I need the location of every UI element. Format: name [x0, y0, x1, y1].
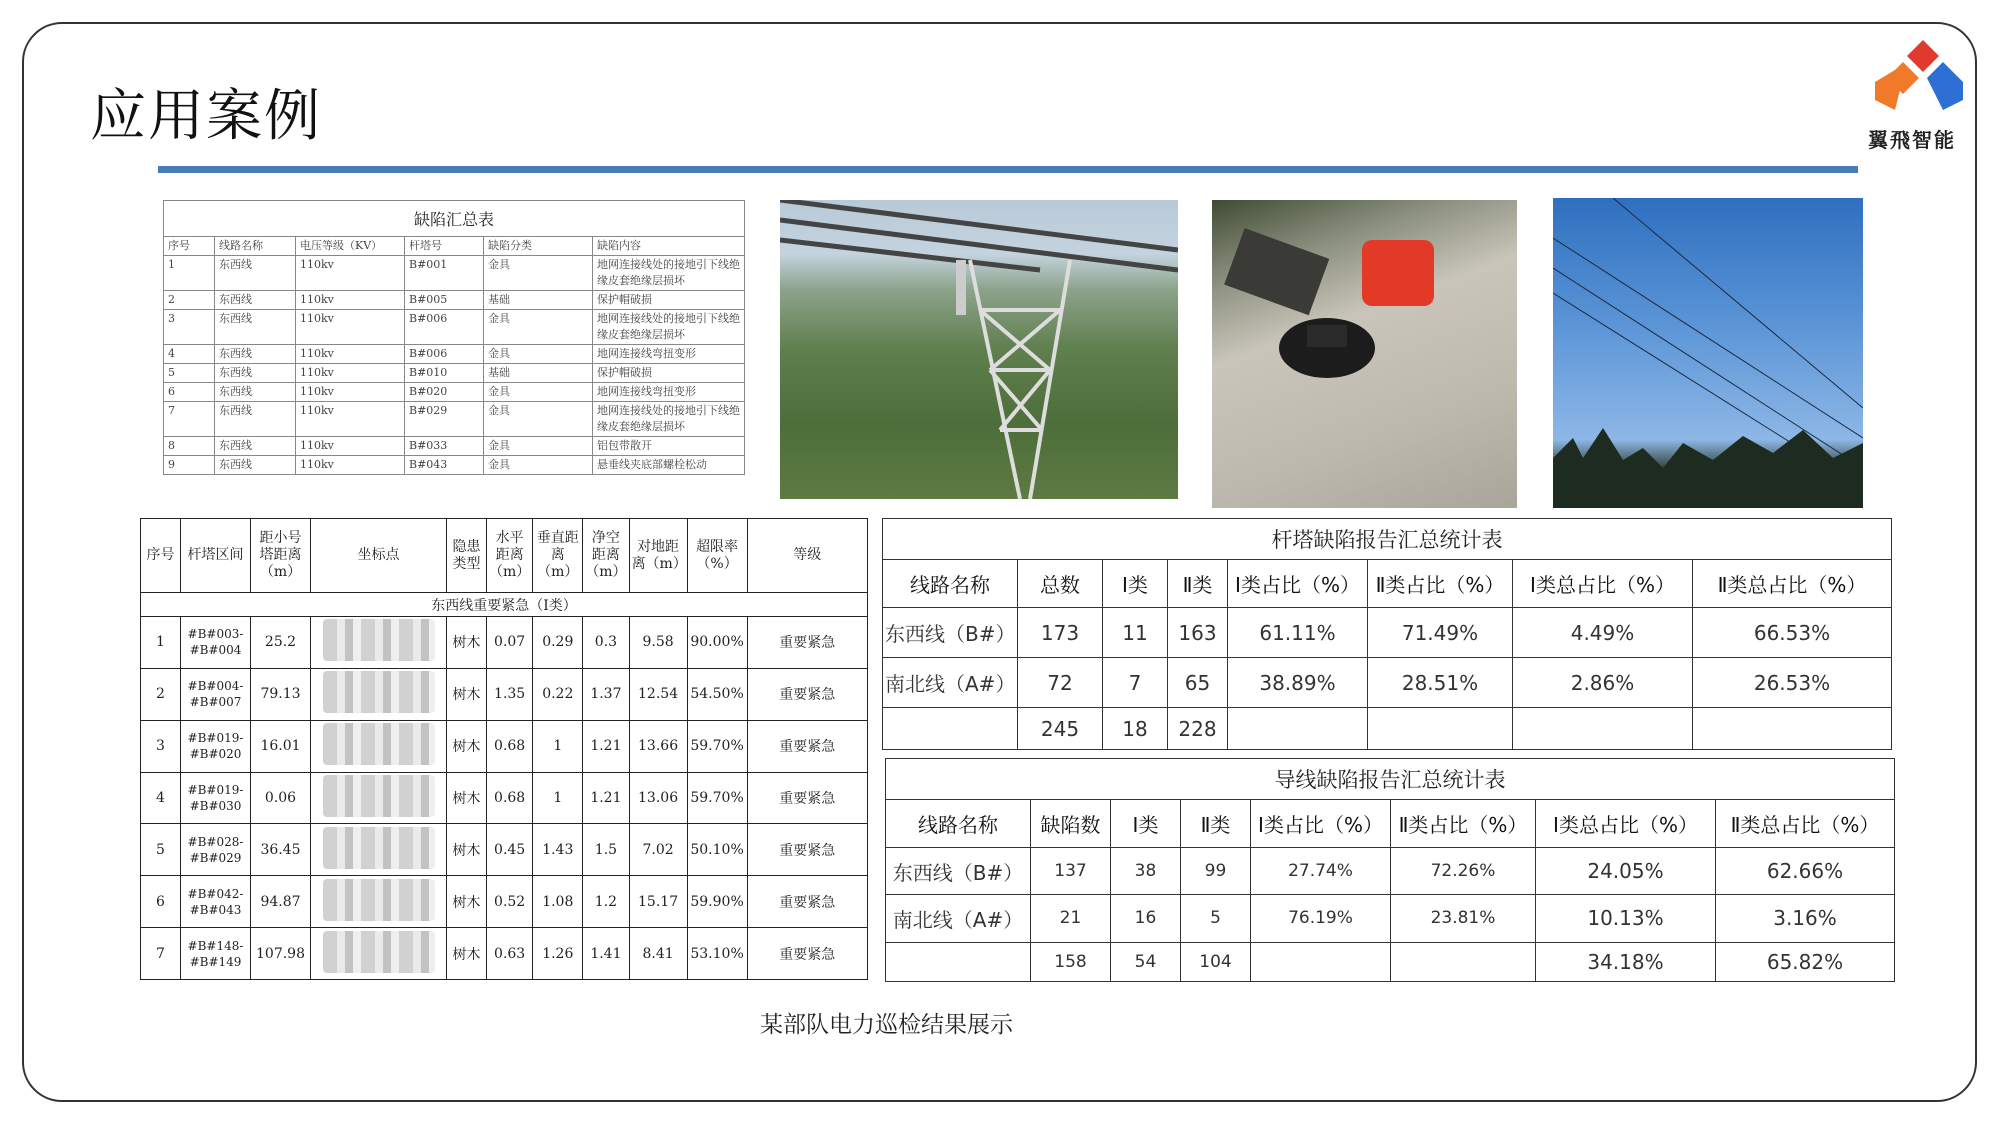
- table-row: 4 东西线 110kv B#006 金具 地网连接线弯扭变形: [164, 345, 745, 364]
- col-header: 杆塔区间: [181, 519, 251, 593]
- table-row: 东西线（B#） 137 38 99 27.74% 72.26% 24.05% 62.66%: [886, 848, 1895, 895]
- tower-defect-stats-table: [882, 518, 1892, 750]
- redacted-coordinates: [311, 824, 447, 876]
- col-header: 缺陷数: [1031, 800, 1111, 848]
- table-row: 7 #B#148-#B#149 107.98 树木 0.63 1.26 1.41 8.41 53.10% 重要紧急: [141, 928, 868, 980]
- col-header: Ⅱ类占比（%）: [1368, 560, 1513, 608]
- wire-stats-caption: 导线缺陷报告汇总统计表: [886, 759, 1895, 800]
- table-row: 3 #B#019-#B#020 16.01 树木 0.68 1 1.21 13.66 59.70% 重要紧急: [141, 720, 868, 772]
- redacted-coordinates: [311, 928, 447, 980]
- col-header: Ⅰ类: [1111, 800, 1181, 848]
- table-row: 1 东西线 110kv B#001 金具 地网连接线处的接地引下线绝缘皮套绝缘层损坏: [164, 256, 745, 291]
- redacted-coordinates: [311, 876, 447, 928]
- col-header: 距小号塔距离（m）: [251, 519, 311, 593]
- col-header: Ⅱ类: [1181, 800, 1251, 848]
- table-row: 6 东西线 110kv B#020 金具 地网连接线弯扭变形: [164, 383, 745, 402]
- col-header: 序号: [141, 519, 181, 593]
- col-header: Ⅱ类总占比（%）: [1693, 560, 1892, 608]
- col-header: 缺陷内容: [593, 237, 745, 256]
- table-row: 245 18 228: [883, 708, 1892, 750]
- table-row: 7 东西线 110kv B#029 金具 地网连接线处的接地引下线绝缘皮套绝缘层损坏: [164, 402, 745, 437]
- table-row: 5 东西线 110kv B#010 基础 保护帽破损: [164, 364, 745, 383]
- summary-table-caption: 缺陷汇总表: [163, 200, 745, 236]
- col-header: 线路名称: [886, 800, 1031, 848]
- table-row: 1 #B#003-#B#004 25.2 树木 0.07 0.29 0.3 9.58 90.00% 重要紧急: [141, 617, 868, 669]
- defect-summary-table: [163, 200, 745, 475]
- table-row: 2 #B#004-#B#007 79.13 树木 1.35 0.22 1.37 12.54 54.50% 重要紧急: [141, 668, 868, 720]
- redacted-coordinates: [311, 668, 447, 720]
- table-row: 5 #B#028-#B#029 36.45 树木 0.45 1.43 1.5 7.02 50.10% 重要紧急: [141, 824, 868, 876]
- wire-defect-stats-table: [885, 758, 1895, 982]
- col-header: Ⅱ类: [1168, 560, 1228, 608]
- tower-aerial-photo: [780, 200, 1178, 499]
- col-header: 垂直距离（m）: [533, 519, 583, 593]
- drone-equipment-photo: [1212, 200, 1517, 508]
- logo-text: 翼飛智能: [1868, 128, 1956, 152]
- col-header: 缺陷分类: [484, 237, 593, 256]
- sky-power-lines-photo: [1553, 198, 1863, 508]
- col-header: 隐患类型: [447, 519, 487, 593]
- col-header: 线路名称: [215, 237, 296, 256]
- table-row: 3 东西线 110kv B#006 金具 地网连接线处的接地引下线绝缘皮套绝缘层损坏: [164, 310, 745, 345]
- tower-stats-caption: 杆塔缺陷报告汇总统计表: [883, 519, 1892, 560]
- col-header: Ⅰ类: [1103, 560, 1168, 608]
- col-header: 等级: [747, 519, 867, 593]
- section-title: 东西线重要紧急（Ⅰ类）: [141, 593, 868, 617]
- col-header: 坐标点: [311, 519, 447, 593]
- col-header: Ⅱ类占比（%）: [1391, 800, 1536, 848]
- col-header: 净空距离（m）: [583, 519, 629, 593]
- col-header: 超限率（%）: [687, 519, 747, 593]
- table-row: 2 东西线 110kv B#005 基础 保护帽破损: [164, 291, 745, 310]
- col-header: 水平距离（m）: [487, 519, 533, 593]
- col-header: Ⅰ类总占比（%）: [1513, 560, 1693, 608]
- redacted-coordinates: [311, 772, 447, 824]
- col-header: Ⅰ类占比（%）: [1228, 560, 1368, 608]
- col-header: 序号: [164, 237, 215, 256]
- table-row: 8 东西线 110kv B#033 金具 铝包带散开: [164, 437, 745, 456]
- redacted-coordinates: [311, 617, 447, 669]
- title-underline: [158, 166, 1858, 173]
- table-row: 158 54 104 34.18% 65.82%: [886, 942, 1895, 981]
- table-row: 南北线（A#） 72 7 65 38.89% 28.51% 2.86% 26.53%: [883, 658, 1892, 708]
- col-header: 对地距离（m）: [629, 519, 687, 593]
- page-title: 应用案例: [90, 84, 322, 149]
- hazard-table: [140, 518, 868, 980]
- col-header: Ⅰ类占比（%）: [1251, 800, 1391, 848]
- col-header: 电压等级（KV）: [296, 237, 405, 256]
- table-row: 南北线（A#） 21 16 5 76.19% 23.81% 10.13% 3.16%: [886, 895, 1895, 942]
- table-row: 9 东西线 110kv B#043 金具 悬垂线夹底部螺栓松动: [164, 456, 745, 475]
- col-header: Ⅱ类总占比（%）: [1716, 800, 1895, 848]
- table-row: 东西线（B#） 173 11 163 61.11% 71.49% 4.49% 66.53%: [883, 608, 1892, 658]
- col-header: Ⅰ类总占比（%）: [1536, 800, 1716, 848]
- table-row: 4 #B#019-#B#030 0.06 树木 0.68 1 1.21 13.06 59.70% 重要紧急: [141, 772, 868, 824]
- redacted-coordinates: [311, 720, 447, 772]
- col-header: 杆塔号: [405, 237, 484, 256]
- col-header: 总数: [1018, 560, 1103, 608]
- slide-caption: 某部队电力巡检结果展示: [760, 1012, 1013, 1038]
- col-header: 线路名称: [883, 560, 1018, 608]
- table-row: 6 #B#042-#B#043 94.87 树木 0.52 1.08 1.2 15.17 59.90% 重要紧急: [141, 876, 868, 928]
